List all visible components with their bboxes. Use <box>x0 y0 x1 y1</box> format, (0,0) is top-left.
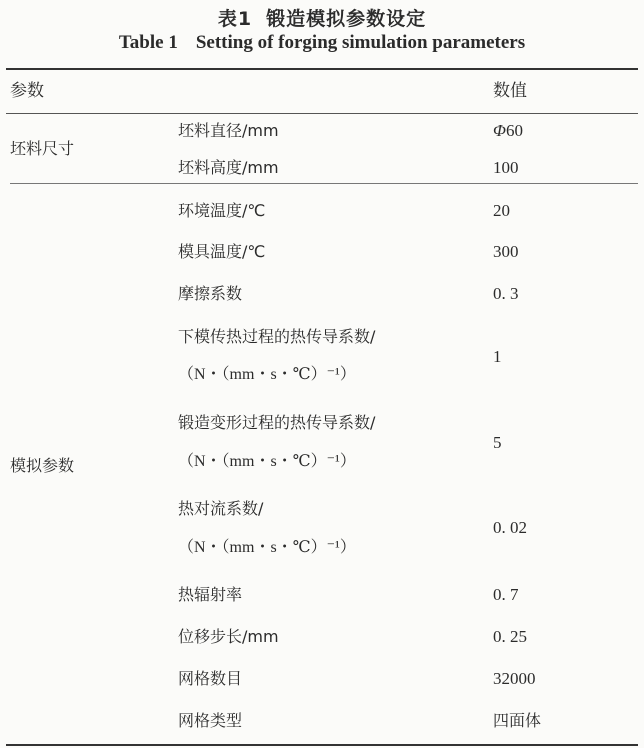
group-label-sim: 模拟参数 <box>10 456 75 475</box>
table-title-en-text: Setting of forging simulation parameters <box>195 32 526 53</box>
row-name: 模具温度/℃ <box>178 242 266 261</box>
row-name: 热对流系数/ <box>178 499 264 518</box>
header-value: 数值 <box>493 81 527 101</box>
header-param: 参数 <box>10 81 44 101</box>
row-value: 100 <box>493 158 519 177</box>
row-value: 0. 7 <box>493 585 519 604</box>
table-title-en <box>0 32 644 54</box>
header-rule <box>6 113 638 114</box>
row-value: 0. 25 <box>493 627 527 646</box>
row-name: 网格类型 <box>178 711 243 730</box>
row-value: 20 <box>493 201 510 220</box>
table-bottom-rule <box>6 744 638 746</box>
row-unit: （N・（mm・s・℃）⁻¹） <box>178 539 356 556</box>
table-number-cn: 表1 <box>217 8 253 30</box>
row-name: 摩擦系数 <box>178 284 243 303</box>
row-value: 5 <box>493 433 502 452</box>
row-value: 0. 02 <box>493 518 527 537</box>
row-value: 1 <box>493 347 502 366</box>
row-value: 0. 3 <box>493 284 519 303</box>
row-name: 位移步长/mm <box>178 627 279 646</box>
row-name: 下模传热过程的热传导系数/ <box>178 327 376 346</box>
row-unit: （N・（mm・s・℃）⁻¹） <box>178 453 356 470</box>
row-unit: （N・（mm・s・℃）⁻¹） <box>178 366 356 383</box>
row-name: 热辐射率 <box>178 585 243 604</box>
row-name: 坯料高度/mm <box>178 158 279 177</box>
diameter-symbol: Φ <box>493 121 506 140</box>
row-name: 锻造变形过程的热传导系数/ <box>178 413 376 432</box>
row-name: 坯料直径/mm <box>178 121 279 140</box>
row-value: 四面体 <box>493 711 542 730</box>
table-top-rule <box>6 68 638 70</box>
section-rule <box>10 183 638 184</box>
table-number-en: Table 1 <box>118 32 178 53</box>
row-name: 网格数目 <box>178 669 243 688</box>
group-label-billet: 坯料尺寸 <box>10 139 75 158</box>
row-value: Φ60 <box>493 121 523 140</box>
table-title-cn-text: 锻造模拟参数设定 <box>266 8 427 30</box>
row-name: 环境温度/℃ <box>178 201 266 220</box>
row-value: 32000 <box>493 669 536 688</box>
table-title-cn <box>0 4 644 31</box>
row-value: 300 <box>493 242 519 261</box>
